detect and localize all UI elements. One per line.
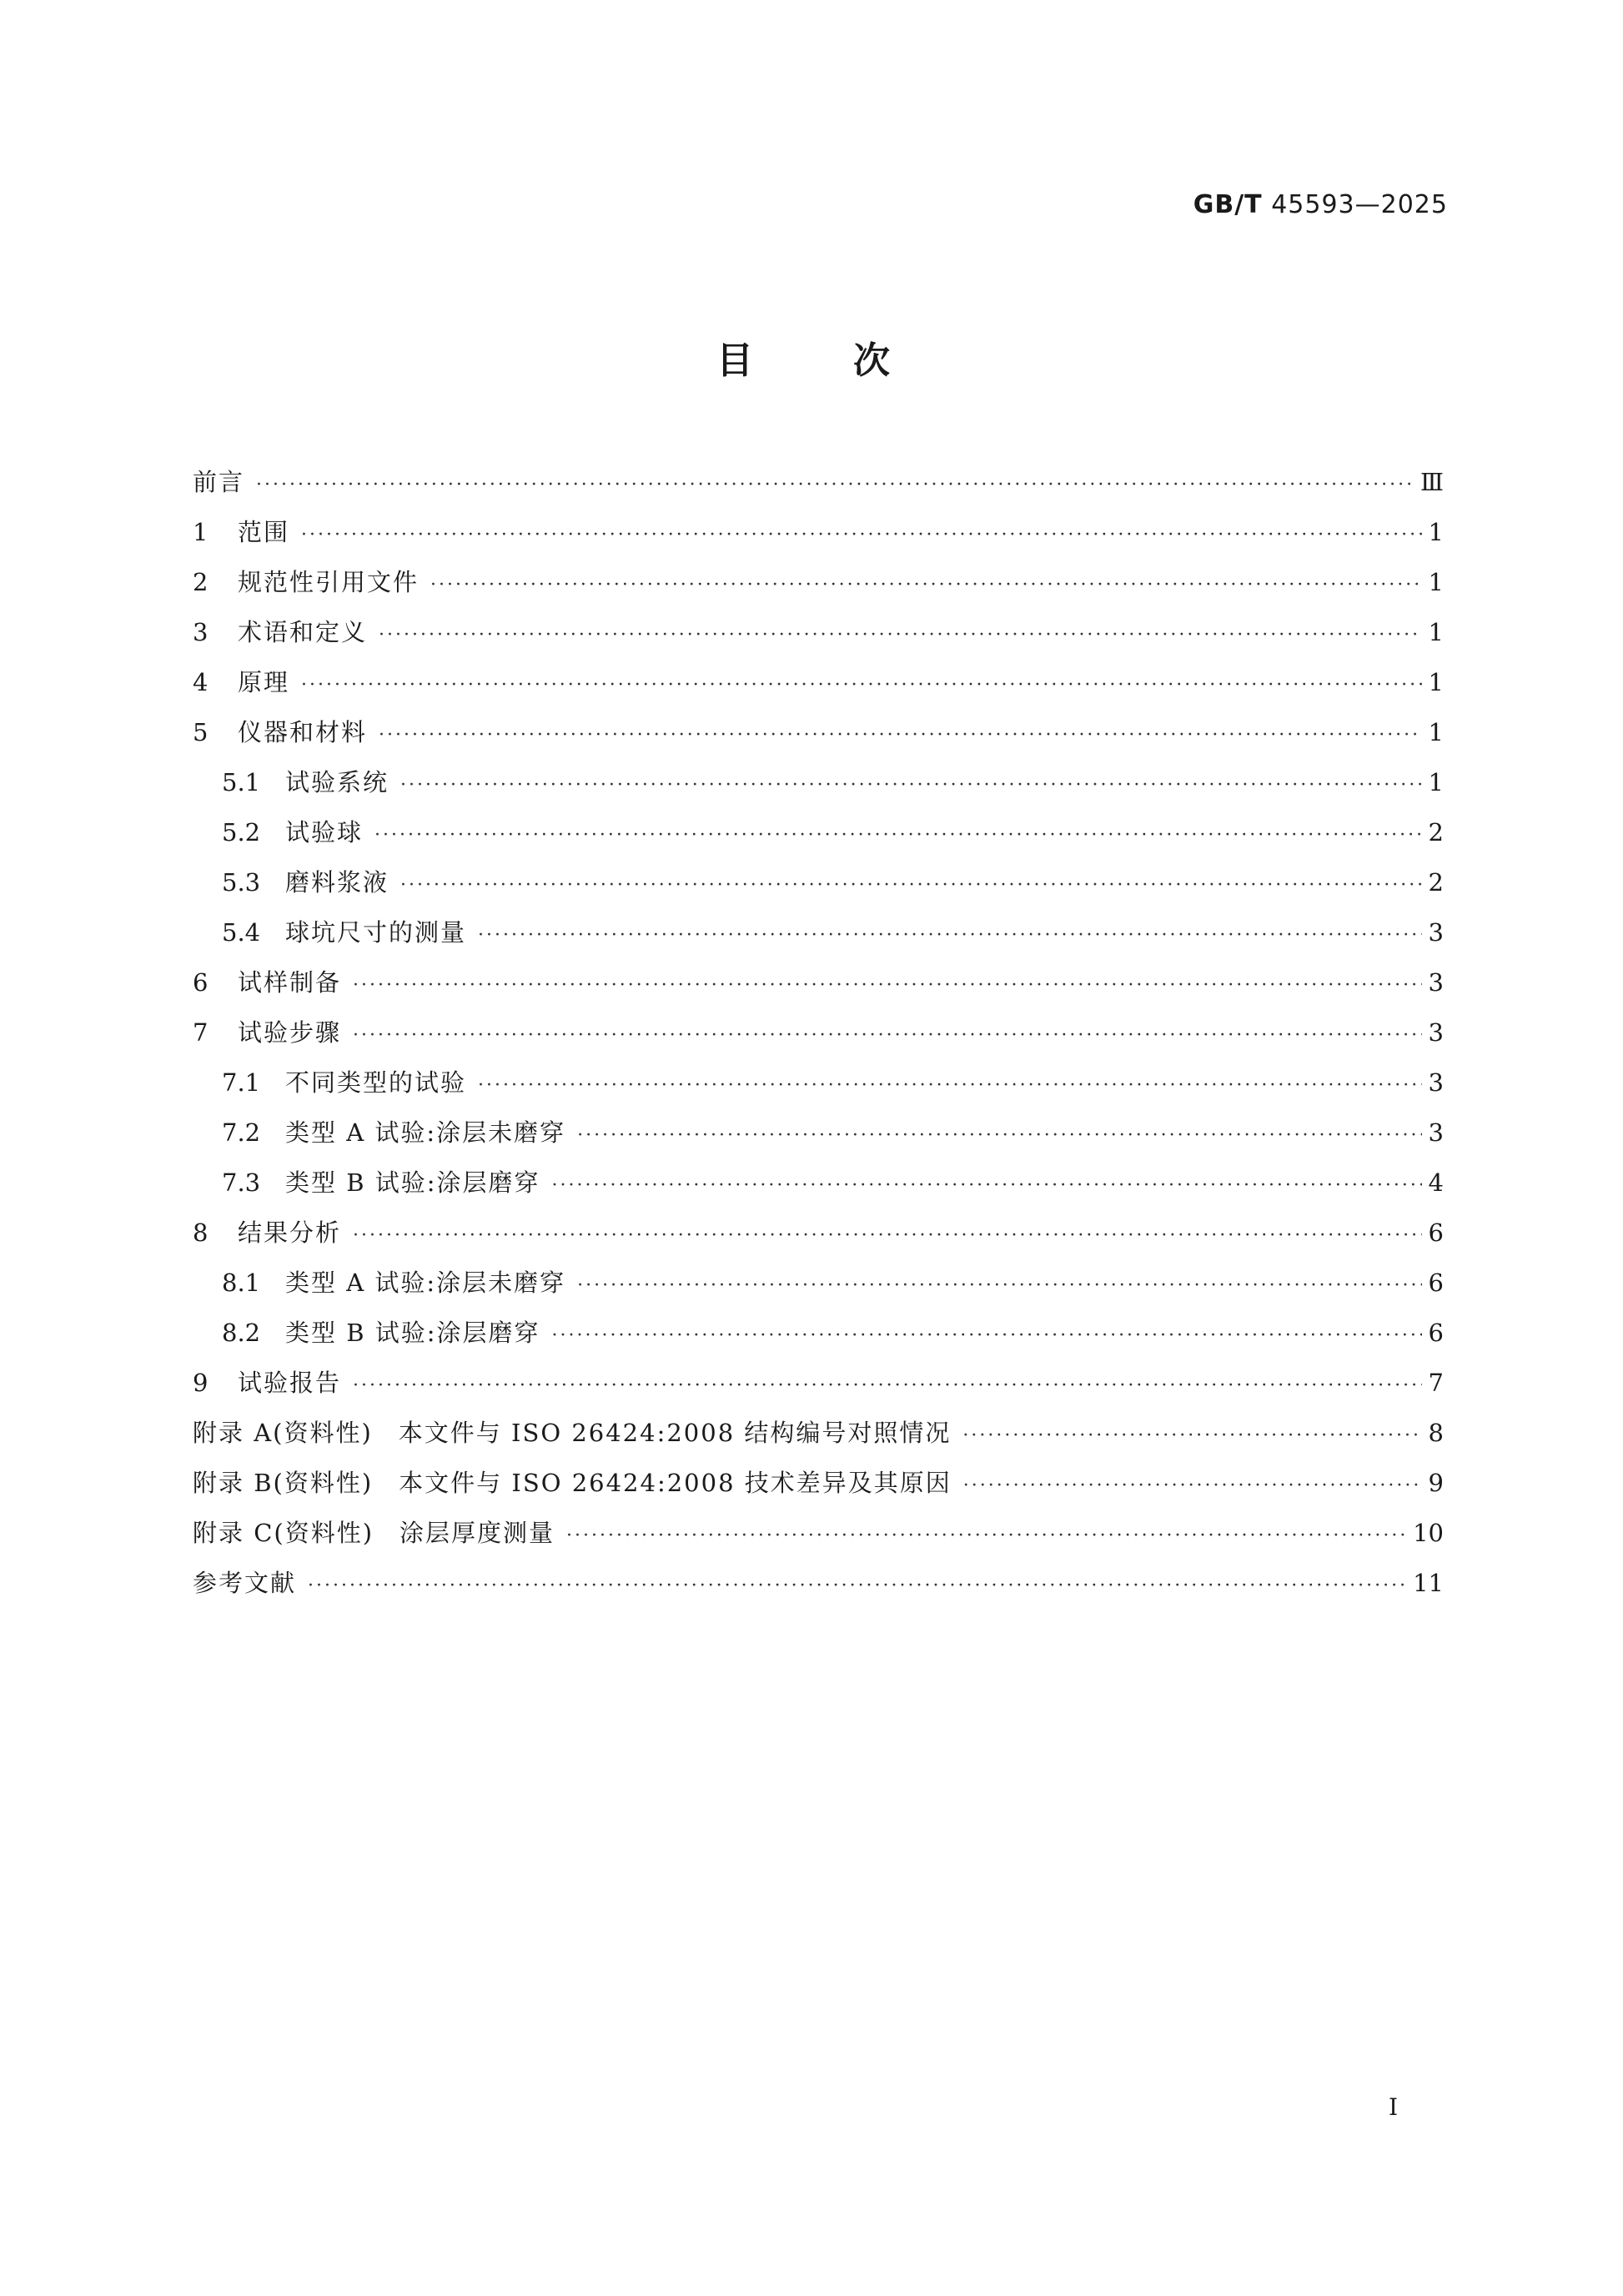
toc-leader-dots <box>430 560 1422 610</box>
toc-leader-dots <box>301 510 1422 560</box>
toc-entry-number: 7.3 <box>222 1168 261 1197</box>
toc-entry-page: 6 <box>1428 1218 1444 1247</box>
toc-entry[interactable] <box>193 1208 1444 1258</box>
toc-entry-page: 1 <box>1428 518 1444 546</box>
toc-leader-dots <box>552 1161 1422 1211</box>
toc-entry-page: 3 <box>1428 1018 1444 1047</box>
toc-leader-dots <box>379 711 1422 761</box>
toc-entry-title: 参考文献 <box>193 1569 297 1597</box>
toc-leader-dots <box>301 661 1422 711</box>
toc-appendix-entry[interactable] <box>193 1508 1444 1558</box>
toc-subentry[interactable] <box>193 807 1444 857</box>
toc-entry-number: 7.1 <box>222 1068 261 1097</box>
toc-entry-title: 附录 B(资料性) 本文件与 ISO 26424:2008 技术差异及其原因 <box>193 1469 952 1497</box>
toc-leader-dots <box>353 1361 1422 1411</box>
toc-entry-title: 试验系统 <box>285 768 389 796</box>
toc-appendix-entry[interactable] <box>193 1408 1444 1458</box>
toc-entry[interactable] <box>193 457 1444 507</box>
toc-subentry[interactable] <box>193 1258 1444 1308</box>
toc-subentry[interactable] <box>193 1058 1444 1108</box>
toc-entry-page: 8 <box>1428 1419 1444 1447</box>
toc-entry-page: 10 <box>1413 1519 1444 1547</box>
toc-entry-number: 5 <box>193 718 209 746</box>
toc-subentry[interactable] <box>193 757 1444 807</box>
toc-entry-page: 1 <box>1428 768 1444 796</box>
toc-entry-page: Ⅲ <box>1420 468 1444 496</box>
toc-entry-title: 类型 A 试验:涂层未磨穿 <box>285 1269 566 1297</box>
toc-entry[interactable] <box>193 707 1444 757</box>
toc-entry-page: 6 <box>1428 1269 1444 1297</box>
toc-entry[interactable] <box>193 557 1444 607</box>
toc-leader-dots <box>379 610 1422 661</box>
page-number: I <box>1389 2093 1399 2121</box>
toc-entry-title: 磨料浆液 <box>285 868 389 897</box>
toc-entry-title: 试验球 <box>285 818 364 847</box>
toc-entry-title: 规范性引用文件 <box>238 568 420 596</box>
toc-subentry[interactable] <box>193 1308 1444 1358</box>
toc-entry-title: 仪器和材料 <box>238 718 368 746</box>
toc-entry-page: 6 <box>1428 1319 1444 1347</box>
table-of-contents <box>193 457 1444 1608</box>
toc-entry-title: 不同类型的试验 <box>285 1068 467 1097</box>
toc-entry[interactable] <box>193 507 1444 557</box>
toc-entry-number: 8 <box>193 1218 209 1247</box>
toc-entry-page: 3 <box>1428 968 1444 997</box>
toc-entry-title: 类型 A 试验:涂层未磨穿 <box>285 1118 566 1147</box>
toc-entry-title: 类型 B 试验:涂层磨穿 <box>285 1319 540 1347</box>
toc-entry-number: 6 <box>193 968 209 997</box>
toc-entry-number: 5.1 <box>222 768 261 796</box>
toc-entry-number: 7.2 <box>222 1118 261 1147</box>
toc-leader-dots <box>308 1561 1408 1611</box>
toc-entry[interactable] <box>193 1358 1444 1408</box>
toc-entry-title: 试样制备 <box>238 968 342 997</box>
toc-entry-number: 7 <box>193 1018 209 1047</box>
toc-entry-title: 术语和定义 <box>238 618 368 646</box>
toc-entry-page: 4 <box>1428 1168 1444 1197</box>
toc-subentry[interactable] <box>193 1158 1444 1208</box>
toc-entry-number: 8.1 <box>222 1269 261 1297</box>
toc-entry-page: 1 <box>1428 568 1444 596</box>
toc-leader-dots <box>374 811 1422 861</box>
toc-leader-dots <box>962 1411 1422 1461</box>
page-title: 目次 <box>716 339 990 382</box>
toc-entry-page: 11 <box>1413 1569 1444 1597</box>
toc-entry-title: 附录 A(资料性) 本文件与 ISO 26424:2008 结构编号对照情况 <box>193 1419 952 1447</box>
toc-leader-dots <box>256 460 1415 510</box>
toc-leader-dots <box>478 1061 1422 1111</box>
toc-entry-title: 前言 <box>193 468 245 496</box>
toc-entry-title: 球坑尺寸的测量 <box>285 918 467 947</box>
toc-appendix-entry[interactable] <box>193 1458 1444 1508</box>
toc-entry-page: 2 <box>1428 868 1444 897</box>
toc-entry[interactable] <box>193 1007 1444 1058</box>
toc-entry-page: 1 <box>1428 718 1444 746</box>
toc-entry-page: 1 <box>1428 618 1444 646</box>
toc-entry-page: 2 <box>1428 818 1444 847</box>
toc-entry-number: 8.2 <box>222 1319 261 1347</box>
toc-leader-dots <box>400 861 1422 911</box>
toc-entry-page: 3 <box>1428 918 1444 947</box>
toc-entry-title: 附录 C(资料性) 涂层厚度测量 <box>193 1519 555 1547</box>
toc-subentry[interactable] <box>193 1108 1444 1158</box>
toc-entry-page: 1 <box>1428 668 1444 696</box>
toc-entry-title: 原理 <box>238 668 290 696</box>
toc-leader-dots <box>353 1011 1422 1061</box>
toc-leader-dots <box>577 1261 1422 1311</box>
toc-entry-number: 1 <box>193 518 209 546</box>
toc-leader-dots <box>963 1461 1422 1511</box>
toc-leader-dots <box>552 1311 1422 1361</box>
toc-subentry[interactable] <box>193 857 1444 907</box>
toc-entry-title: 类型 B 试验:涂层磨穿 <box>285 1168 540 1197</box>
toc-entry-title: 试验报告 <box>238 1369 342 1397</box>
toc-leader-dots <box>400 761 1422 811</box>
toc-entry-number: 3 <box>193 618 209 646</box>
toc-entry[interactable] <box>193 1558 1444 1608</box>
toc-leader-dots <box>478 911 1422 961</box>
standard-number: 45593—2025 <box>1271 190 1448 219</box>
toc-entry-page: 3 <box>1428 1118 1444 1147</box>
toc-entry-title: 试验步骤 <box>238 1018 342 1047</box>
toc-entry-number: 5.3 <box>222 868 261 897</box>
toc-entry-number: 5.2 <box>222 818 261 847</box>
toc-entry-page: 3 <box>1428 1068 1444 1097</box>
toc-entry-title: 结果分析 <box>238 1218 342 1247</box>
toc-leader-dots <box>577 1111 1422 1161</box>
toc-entry-number: 4 <box>193 668 209 696</box>
toc-entry-number: 2 <box>193 568 209 596</box>
toc-entry[interactable] <box>193 657 1444 707</box>
toc-entry-page: 9 <box>1428 1469 1444 1497</box>
toc-subentry[interactable] <box>193 907 1444 957</box>
toc-leader-dots <box>353 961 1422 1011</box>
standard-prefix: GB/T <box>1193 190 1263 219</box>
standard-code <box>1193 190 1448 219</box>
toc-entry-page: 7 <box>1428 1369 1444 1397</box>
toc-entry[interactable] <box>193 957 1444 1007</box>
toc-leader-dots <box>353 1211 1422 1261</box>
toc-entry[interactable] <box>193 607 1444 657</box>
toc-entry-number: 5.4 <box>222 918 261 947</box>
toc-entry-number: 9 <box>193 1369 209 1397</box>
toc-entry-title: 范围 <box>238 518 290 546</box>
toc-leader-dots <box>566 1511 1408 1561</box>
